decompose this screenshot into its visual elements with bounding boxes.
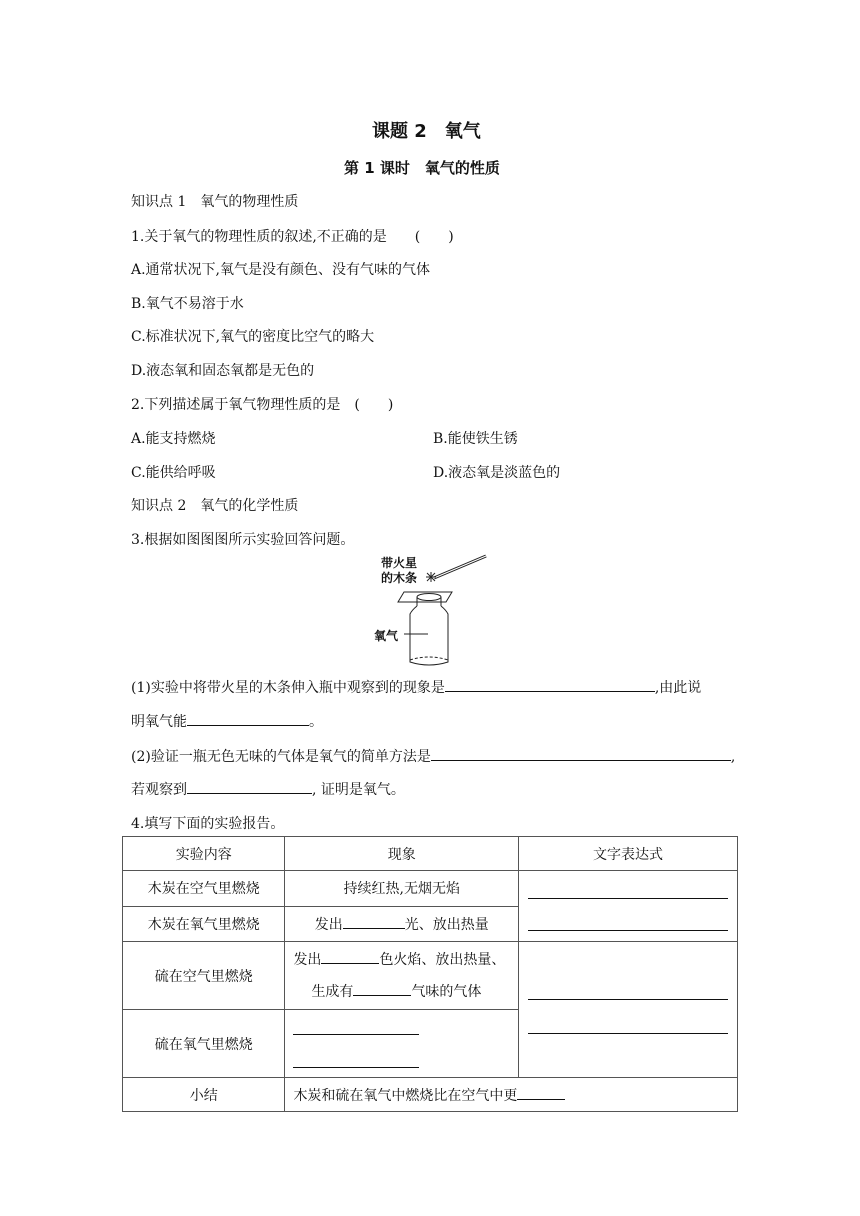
row4-content: 硫在氧气里燃烧	[123, 1010, 285, 1078]
header-content: 实验内容	[123, 837, 285, 871]
summary-blank[interactable]	[517, 1085, 565, 1100]
q3-part1-text-d: 。	[309, 714, 323, 730]
q3-part1-line1	[131, 677, 701, 697]
table-row	[123, 871, 738, 907]
row1-phenomenon: 持续红热,无烟无焰	[285, 871, 519, 907]
carbon-expression-cell[interactable]	[519, 871, 738, 942]
page-subtitle: 第 1 课时 氧气的性质	[344, 159, 500, 177]
q1-option-c: C.标准状况下,氧气的密度比空气的略大	[131, 329, 375, 345]
row3-phen-text-d: 气味的气体	[411, 983, 482, 1000]
q3-part2-line1	[131, 746, 735, 766]
row3-phen-line2	[293, 976, 518, 1008]
q2-option-d: D.液态氧是淡蓝色的	[433, 465, 561, 481]
q3-part1-text-c: 明氧气能	[131, 714, 187, 730]
q3-stem: 3.根据如图图图所示实验回答问题。	[131, 532, 355, 548]
row2-content: 木炭在氧气里燃烧	[123, 906, 285, 942]
q2-stem: 2.下列描述属于氧气物理性质的是 ( )	[131, 397, 394, 413]
table-summary-row	[123, 1078, 738, 1112]
knowledge-point-1: 知识点 1 氧气的物理性质	[131, 194, 299, 210]
summary-cell	[285, 1078, 738, 1112]
q1-option-b: B.氧气不易溶于水	[131, 296, 244, 312]
q3-part2-text-c: 若观察到	[131, 782, 187, 798]
page-title: 课题 2 氧气	[372, 121, 481, 142]
row1-content: 木炭在空气里燃烧	[123, 871, 285, 907]
q3-part2-text-d: , 证明是氧气。	[312, 782, 405, 798]
q3-part1-text-a: (1)实验中将带火星的木条伸入瓶中观察到的现象是	[131, 680, 445, 696]
q3-blank-method[interactable]	[431, 746, 731, 761]
table-row	[123, 942, 738, 1010]
q3-part2-text-b: ,	[730, 749, 736, 765]
sulfur-expression-cell[interactable]	[519, 942, 738, 1078]
q4-stem: 4.填写下面的实验报告。	[131, 816, 285, 832]
q2-option-a: A.能支持燃烧	[131, 431, 216, 447]
row2-phenomenon	[285, 906, 519, 942]
table-header-row	[123, 837, 738, 871]
q2-option-c: C.能供给呼吸	[131, 465, 216, 481]
row2-phen-text-a: 发出	[314, 916, 343, 933]
q3-part2-line2	[131, 779, 405, 799]
q3-blank-property[interactable]	[187, 711, 309, 726]
q1-option-a: A.通常状况下,氧气是没有颜色、没有气味的气体	[131, 262, 431, 278]
q3-part1-text-b: ,由此说	[654, 680, 702, 696]
row3-phenomenon	[285, 942, 519, 1010]
row3-phen-text-a: 发出	[293, 951, 322, 968]
q3-part1-line2	[131, 711, 323, 731]
q2-option-b: B.能使铁生锈	[433, 431, 518, 447]
experiment-report-table	[122, 836, 738, 1112]
q1-stem: 1.关于氧气的物理性质的叙述,不正确的是 ( )	[131, 229, 454, 245]
header-phenomenon: 现象	[285, 837, 519, 871]
row3-blank-smell[interactable]	[353, 981, 411, 996]
summary-text: 木炭和硫在氧气中燃烧比在空气中更	[293, 1087, 518, 1104]
q3-part2-text-a: (2)验证一瓶无色无味的气体是氧气的简单方法是	[131, 749, 431, 765]
row2-blank-light[interactable]	[343, 914, 405, 929]
figure-label-stick-line2: 的木条	[381, 571, 418, 585]
figure-label-oxygen: 氧气	[374, 629, 399, 643]
row4-phenomenon	[285, 1010, 519, 1078]
row3-phen-line1	[293, 944, 518, 976]
row3-phen-text-b: 色火焰、放出热量、	[379, 951, 506, 968]
figure-label-stick-line1: 带火星	[381, 556, 418, 570]
q3-blank-phenomenon[interactable]	[445, 677, 655, 692]
sulfur-expression-blank-2[interactable]	[528, 1032, 728, 1034]
q1-option-d: D.液态氧和固态氧都是无色的	[131, 363, 315, 379]
row2-phen-text-b: 光、放出热量	[404, 916, 489, 933]
row4-blank-2[interactable]	[293, 1053, 419, 1068]
row3-content: 硫在空气里燃烧	[123, 942, 285, 1010]
q3-blank-observation[interactable]	[187, 779, 312, 794]
header-expression: 文字表达式	[519, 837, 738, 871]
row3-phen-text-c: 生成有	[311, 983, 354, 1000]
knowledge-point-2: 知识点 2 氧气的化学性质	[131, 498, 299, 514]
summary-label: 小结	[123, 1078, 285, 1112]
row4-blank-1[interactable]	[293, 1020, 419, 1035]
row3-blank-color[interactable]	[321, 949, 379, 964]
